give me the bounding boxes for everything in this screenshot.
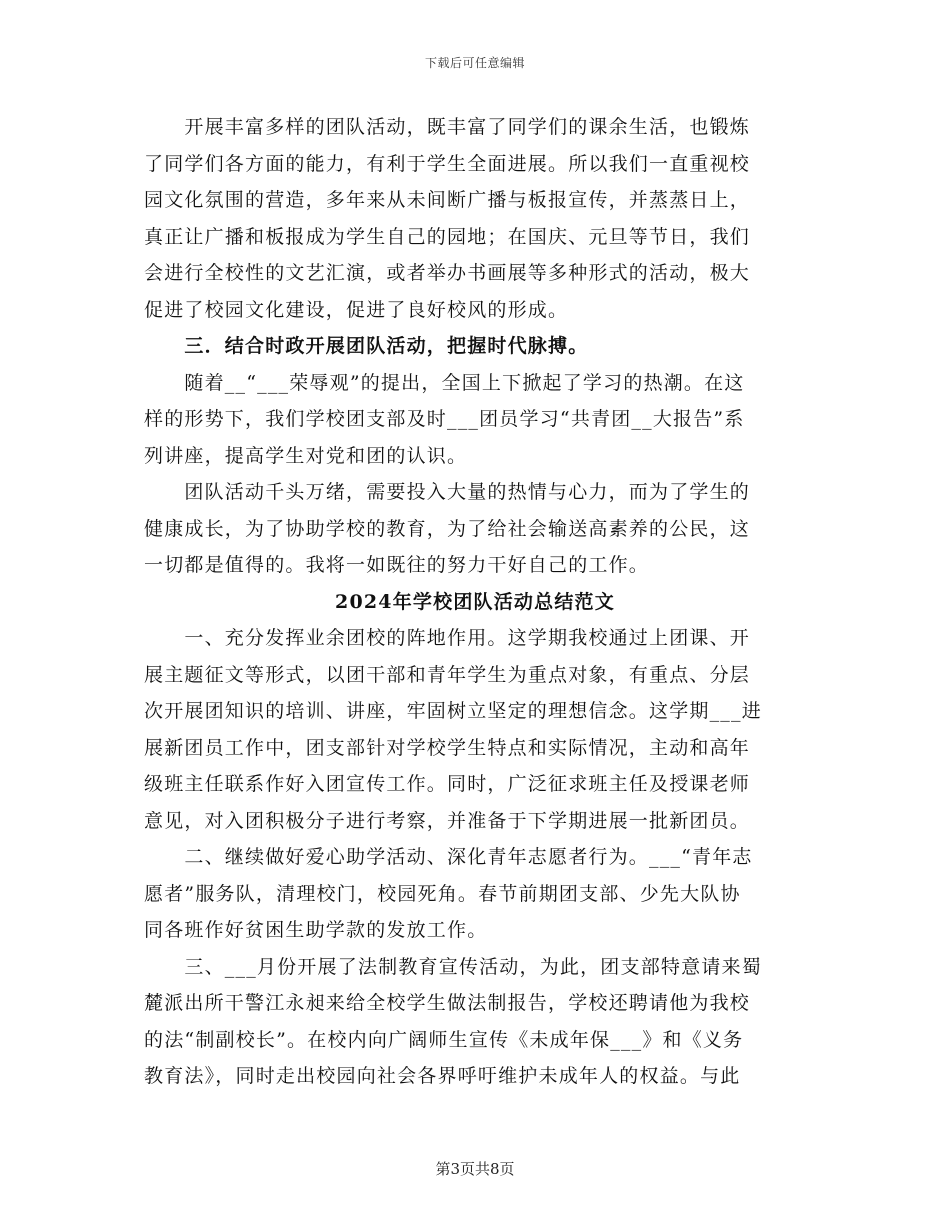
text-line: 样的形势下，我们学校团支部及时___团员学习“共青团__大报告”系	[144, 408, 745, 430]
text-line: 开展丰富多样的团队活动，既丰富了同学们的课余生活，也锻炼	[144, 116, 751, 138]
text-line: 了同学们各方面的能力，有利于学生全面进展。所以我们一直重视校	[144, 152, 751, 175]
text-line: 麓派出所干警江永昶来给全校学生做法制报告，学校还聘请他为我校	[144, 992, 751, 1014]
text-line: 意见，对入团积极分子进行考察，并准备于下学期进展一批新团员。	[144, 809, 751, 832]
text-line: 团队活动千头万绪，需要投入大量的热情与心力，而为了学生的	[144, 481, 751, 503]
page-header: 下载后可任意编辑	[424, 56, 525, 70]
text-line: 次开展团知识的培训、讲座，牢固树立坚定的理想信念。这学期___进	[144, 700, 762, 722]
text-line: 三、___月份开展了法制教育宣传活动，为此，团支部特意请来蜀	[144, 955, 762, 978]
text-line: 一切都是值得的。我将一如既往的努力干好自己的工作。	[144, 554, 650, 576]
text-line: 展主题征文等形式，以团干部和青年学生为重点对象，有重点、分层	[144, 663, 751, 686]
text-line: 同各班作好贫困生助学款的发放工作。	[144, 919, 488, 941]
text-line: 促进了校园文化建设，促进了良好校风的形成。	[144, 298, 569, 321]
text-line: 教育法》，同时走出校园向社会各界呼吁维护未成年人的权益。与此	[144, 1065, 741, 1087]
text-line: 愿者”服务队，清理校门，校园死角。春节前期团支部、少先大队协	[144, 882, 741, 905]
page-footer: 第3页共8页	[435, 1160, 515, 1178]
text-line: 的法“制副校长”。在校内向广阔师生宣传《未成年保___》和《义务	[144, 1028, 744, 1051]
text-line: 列讲座，提高学生对党和团的认识。	[144, 444, 468, 467]
section-title: 2024年学校团队活动总结范文	[335, 590, 615, 613]
text-line: 真正让广播和板报成为学生自己的园地；在国庆、元旦等节日，我们	[144, 225, 751, 248]
section-heading: 三．结合时政开展团队活动，把握时代脉搏。	[144, 335, 589, 357]
text-line: 展新团员工作中，团支部针对学校学生特点和实际情况，主动和高年	[144, 736, 751, 759]
text-line: 一、充分发挥业余团校的阵地作用。这学期我校通过上团课、开	[144, 627, 751, 649]
document-body	[144, 109, 806, 1095]
text-line: 会进行全校性的文艺汇演，或者举办书画展等多种形式的活动，极大	[144, 262, 751, 284]
text-line: 随着__“___荣辱观”的提出，全国上下掀起了学习的热潮。在这	[144, 371, 745, 394]
text-line: 级班主任联系作好入团宣传工作。同时，广泛征求班主任及授课老师	[144, 773, 751, 795]
text-line: 二、继续做好爱心助学活动、深化青年志愿者行为。___“青年志	[144, 846, 753, 868]
text-line: 园文化氛围的营造，多年来从未间断广播与板报宣传，并蒸蒸日上，	[144, 189, 751, 211]
text-line: 健康成长，为了协助学校的教育，为了给社会输送高素养的公民，这	[144, 517, 751, 540]
